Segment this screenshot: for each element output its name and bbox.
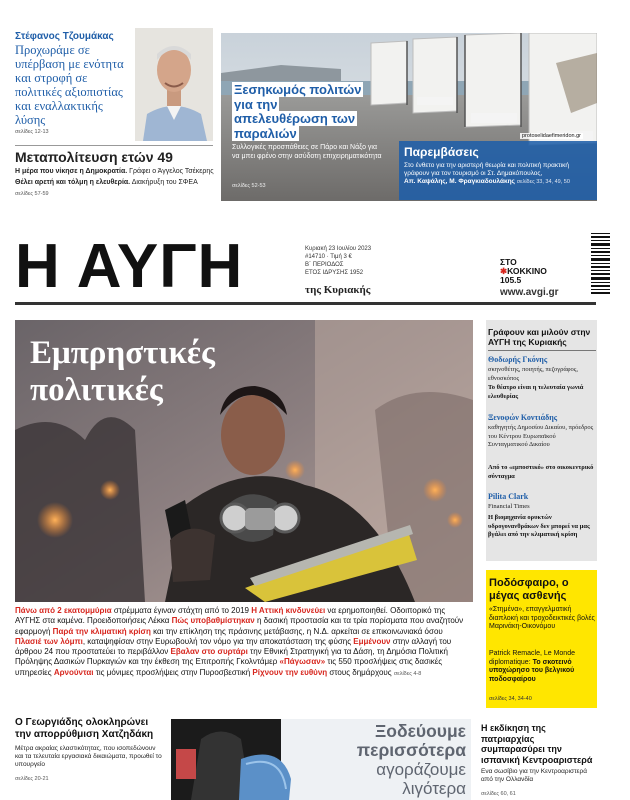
- sidebar-entry-2-topic: Από το «εμποστικό» στο οικοκεντρικό σύνταγμα: [488, 464, 594, 480]
- hero-headline-line-2: πολιτικές: [30, 372, 163, 408]
- paremvaseis-desc-1: Στο ένθετο για την αριστερή θεωρία και πολιτική πρακτική γράφουν για τον τουρισμό οι Στ. Δημακόπουλος,: [404, 162, 569, 177]
- meta-desc-text-2: Διακήρυξη του ΣΦΕΑ: [130, 179, 198, 186]
- paremvaseis-desc-2: Απ. Καψάλης, Μ. Φραγκιαδουλάκης: [404, 178, 515, 185]
- metapolitefsi-pages: σελίδες 57-59: [15, 191, 49, 197]
- lead-text-1: στρέμματα έγιναν στάχτη από το 2019: [111, 606, 252, 615]
- football-pages: σελίδες 34, 34-40: [489, 696, 532, 702]
- lead-text-7: την Εθνική Στρατηγική για τα Δάση, τη Δημόσια Πολιτική Πρόληψης Δασικών Πυρκαγιών και την έκθεση της Επιτροπής Γκολντάμερ: [15, 647, 448, 667]
- georgiadis-title: Ο Γεωργιάδης ολοκληρώνει την απορρύθμιση Χατζηδάκη: [15, 717, 154, 740]
- sidebar-entry-1-role: σκηνοθέτης, ποιητής, πεζογράφος, εθνοσκόπος: [488, 366, 578, 382]
- lead-pages: σελίδες 4-8: [393, 670, 422, 677]
- website-url[interactable]: www.avgi.gr: [500, 287, 559, 298]
- edition-subtitle: της Κυριακής: [305, 284, 371, 296]
- paremvaseis-title: Παρεμβάσεις: [404, 145, 479, 159]
- football-text-2-title: Το σκοτεινό υποχώρησο του βελγικού ποδοσφαίρου: [489, 658, 575, 683]
- edition-info: [305, 245, 385, 277]
- georgiadis-desc: Μέτρα ακραίας ελαστικότητας, που ισοπεδώνουν και τα τελευταία εργασιακά δικαιώματα, προωθεί το υπουργείο: [15, 745, 162, 768]
- sidebar-heading: Γράφουν και μιλούν στην ΑΥΓΗ της Κυριακής: [488, 327, 591, 347]
- lead-text-4: και την επίκληση της πράσινης μετάβασης, η Ν.Δ. αρκείται σε επικοινωνιακά όσου: [150, 626, 443, 636]
- meta-desc-bold-1: Η μέρα που νίκησε η Δημοκρατία.: [15, 168, 128, 175]
- sidebar-entry-3-role: Financial Times: [488, 503, 530, 510]
- lead-text-5: , καταψηφίσαν στην Ευρωβουλή τον νόμο για την αποκατάσταση της φύσης: [82, 636, 354, 646]
- spain-desc: Ενα σωσίβιο για την Κεντροαριστερά από την Ολλανδία: [481, 768, 587, 783]
- edition-issue: #14710 · Τιμή 3 €: [305, 254, 352, 260]
- sidebar-divider: [488, 350, 596, 351]
- edition-founded: ΕΤΟΣ ΙΔΡΥΣΗΣ 1952: [305, 270, 364, 276]
- columnist-photo: [135, 28, 213, 141]
- beach-headline-text: Ξεσηκωμός πολιτών για την απελευθέρωση των παραλιών: [234, 82, 362, 141]
- lead-hl-9: Αρνούνται: [53, 667, 94, 677]
- lead-text-8: τις 550 προσλήψεις στις δασικές υπηρεσίες: [15, 657, 443, 677]
- columnist-pages: σελίδες 12-13: [15, 129, 49, 135]
- beach-desc: Συλλογικές προσπάθειες σε Πάρο και Νάξο για να μπει φρένο στην ασύδοτη επιχειρηματικότητα: [232, 144, 382, 160]
- lead-text-10: στους δημάρχους: [327, 667, 392, 677]
- divider: [15, 145, 213, 146]
- radio-line-1: ΣΤΟ: [500, 257, 517, 267]
- lead-hl-6: Εμμένουν: [353, 636, 391, 646]
- lead-hl-7: Εβαλαν στο συρτάρι: [170, 647, 248, 657]
- masthead-rule: [15, 302, 596, 305]
- lead-hl-8: «Πάγωσαν»: [279, 657, 326, 667]
- spain-title: Η εκδίκηση της πατριαρχίας συμπαρασύρει την ισπανική Κεντροαριστερά: [481, 723, 593, 765]
- hero-headline-line-1: Εμπρηστικές: [30, 335, 215, 371]
- georgiadis-pages: σελίδες 20-21: [15, 776, 49, 782]
- columnist-quote: Προχωράμε σε υπέρβαση με ενότητα και στροφή σε πολιτικές αξιοπιστίας και εναλλακτικής λύσης: [15, 43, 124, 127]
- photo-credit: protoselidaefimeridon.gr: [522, 133, 582, 139]
- sidebar-entry-3-name: Pilita Clark: [488, 492, 529, 501]
- radio-line-3: 105.5: [500, 275, 522, 285]
- edition-date: Κυριακή 23 Ιουλίου 2023: [305, 246, 372, 252]
- lead-hl-1: Πάνω από 2 εκατομμύρια: [15, 606, 112, 615]
- columnist-name: Στέφανος Τζουμάκας: [15, 31, 114, 42]
- paremvaseis-pages: σελίδες 33, 34, 49, 50: [516, 179, 570, 185]
- radio-logo-icon: ✱: [500, 266, 508, 276]
- sidebar-entry-2-name: Ξενοφών Κοντιάδης: [488, 413, 558, 422]
- lead-hl-4: Παρά την κλιματική κρίση: [52, 626, 151, 636]
- meta-desc-text-1: Γράφει ο Άγγελος Τσέκερης: [127, 168, 214, 175]
- metapolitefsi-desc: [15, 166, 215, 188]
- hero-headline: [30, 335, 215, 409]
- metapolitefsi-title: Μεταπολίτευση ετών 49: [15, 149, 173, 165]
- lead-hl-3: Πώς υποβαθμίστηκαν: [171, 616, 255, 626]
- lead-text-3: η δασική προστασία και τα τρία πορίσματα που αναζητούν εφαρμογή: [15, 616, 464, 636]
- shopping-headline-2: αγοράζουμε λιγότερα: [376, 760, 466, 798]
- lead-text-9: τις μόνιμες προσλήψεις στην Πυροσβεστική: [93, 667, 253, 677]
- lead-text-2: να ερημοποιηθεί. Οδοιπορικό της ΑΥΓΗΣ στα καμένα. Προειδοποιήσεις Λέκκα: [15, 606, 446, 626]
- barcode-icon: [591, 231, 610, 296]
- football-title: Ποδόσφαιρο, ο μέγας ασθενής: [489, 577, 569, 602]
- radio-logo: [500, 258, 547, 285]
- lead-hl-2: Η Αττική κινδυνεύει: [251, 606, 326, 615]
- football-text-1: «Στημένα», επαγγελματική διαπλοκή και τροχοδεικτικές βολές Μαρινάκη-Οικονόμου: [489, 606, 595, 630]
- newspaper-title: Η ΑΥΓΗ: [15, 232, 244, 301]
- sidebar-entry-1-topic: Το θέατρο είναι η τελευταία γωνιά ελευθερίας: [488, 384, 584, 400]
- spain-pages: σελίδες 60, 61: [481, 791, 516, 797]
- lead-text-6: στην αλλαγή του άρθρου 24 που προστατεύει το περιβάλλον: [15, 636, 452, 657]
- radio-line-2-text: ΚΟΚΚΙΝΟ: [507, 266, 547, 276]
- beach-pages: σελίδες 52-53: [232, 183, 266, 189]
- sidebar-entry-1-name: Θοδωρής Γκόνης: [488, 355, 548, 364]
- beach-headline: [232, 83, 372, 141]
- lead-hl-5: Πλασιέ των λόμπι: [15, 636, 83, 646]
- lead-story: [15, 606, 470, 679]
- football-text-2: [489, 650, 595, 684]
- lead-hl-10: Ρίχνουν την ευθύνη: [252, 667, 328, 677]
- meta-desc-bold-2: Θέλει αρετή και τόλμη η ελευθερία.: [15, 179, 131, 186]
- football-text-2-author: Patrick Remacle, Le Monde diplomatique:: [489, 650, 575, 666]
- paremvaseis-desc: [404, 162, 594, 186]
- sidebar-entry-3-topic: Η βιομηχανία ορυκτών υδρογονανθράκων δεν μπορεί να μας βγάλει από την κλιματική κρίση: [488, 514, 590, 538]
- sidebar-entry-2-role: καθηγητής Δημοσίου Δικαίου, πρόεδρος του Κέντρου Ευρωπαϊκού Συνταγματικού Δικαίου: [488, 424, 594, 448]
- edition-period: Β΄ ΠΕΡΙΟΔΟΣ: [305, 262, 344, 268]
- shopping-headline-1: Ξοδεύουμε περισσότερα: [356, 721, 466, 760]
